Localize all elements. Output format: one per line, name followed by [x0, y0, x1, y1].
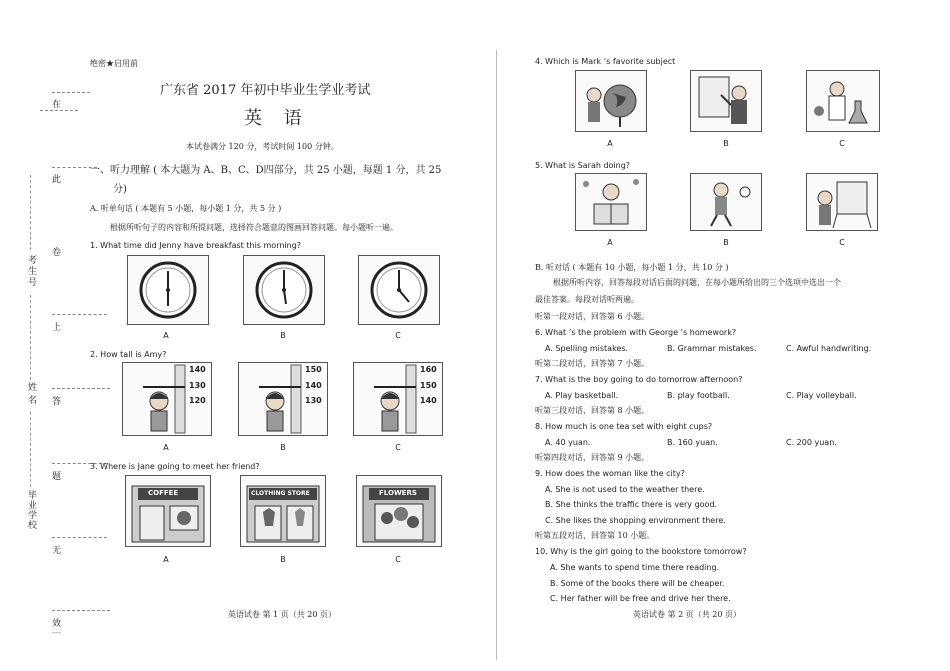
q1-label-b: B: [280, 331, 286, 340]
art-icon: [691, 71, 761, 131]
question-3: 3. Where is Jane going to meet her friend?: [90, 462, 260, 471]
q4-label-b: B: [723, 139, 729, 148]
margin-dots: ---: [52, 628, 61, 637]
clock-icon: [359, 256, 439, 324]
q2-label-a: A: [163, 443, 169, 452]
question-7: 7. What is the boy going to do tomorrow afternoon?: [535, 375, 743, 384]
flower-shop-icon: [357, 476, 441, 546]
page1-footer: 英语试卷 第 1 页（共 20 页）: [228, 610, 336, 619]
geography-icon: [576, 71, 646, 131]
margin-line: [52, 92, 90, 93]
question-10: 10. Why is the girl going to the bookstore tomorrow?: [535, 547, 747, 556]
clock-icon: [128, 256, 208, 324]
q3-option-b-image[interactable]: [240, 475, 326, 547]
q3-option-c-image[interactable]: [356, 475, 442, 547]
scale-mark: 160: [420, 365, 437, 374]
q8-option-b[interactable]: B. 160 yuan.: [667, 438, 718, 447]
q5-label-c: C: [839, 238, 845, 247]
q4-option-a-image[interactable]: [575, 70, 647, 132]
margin-line: [52, 314, 107, 315]
section1-heading-cont: 分): [113, 184, 127, 195]
q8-option-c[interactable]: C. 200 yuan.: [786, 438, 837, 447]
store-sign: FLOWERS: [379, 489, 417, 497]
q7-option-a[interactable]: A. Play basketball.: [545, 391, 619, 400]
question-2: 2. How tall is Amy?: [90, 350, 167, 359]
q6-option-b[interactable]: B. Grammar mistakes.: [667, 344, 757, 353]
margin-word-zai: 在: [52, 100, 62, 110]
q1-label-c: C: [395, 331, 401, 340]
q5-option-b-image[interactable]: [690, 173, 762, 231]
scale-mark: 140: [305, 381, 322, 390]
partA-heading: A. 听单句话 ( 本题有 5 小题，每小题 1 分，共 5 分 ): [90, 204, 282, 213]
scale-mark: 140: [189, 365, 206, 374]
partB-instructions-cont: 最佳答案。每段对话听两遍。: [535, 295, 639, 304]
q1-label-a: A: [163, 331, 169, 340]
margin-word-shang: 上: [52, 323, 62, 333]
q4-option-c-image[interactable]: [806, 70, 880, 132]
margin-word-wu: 无: [52, 546, 62, 556]
q1-option-a-image[interactable]: [127, 255, 209, 325]
q1-option-b-image[interactable]: [243, 255, 325, 325]
margin-line: [40, 110, 78, 111]
partB-instructions: 根据所听内容，回答每段对话后面的问题，在每小题所给出的三个选项中选出一个: [553, 278, 841, 287]
clothing-store-icon: [241, 476, 325, 546]
q5-option-a-image[interactable]: [575, 173, 647, 231]
q10-option-c[interactable]: C. Her father will be free and drive her there.: [550, 594, 731, 603]
section1-heading: 一、听力理解 ( 本大题为 A、B、C、D四部分，共 25 小题，每题 1 分，共 25: [90, 165, 442, 176]
q7-option-b[interactable]: B. play football.: [667, 391, 730, 400]
q2-option-c-image[interactable]: [353, 362, 443, 436]
q3-label-b: B: [280, 555, 286, 564]
margin-line: [52, 537, 107, 538]
page2-footer: 英语试卷 第 2 页（共 20 页）: [633, 610, 741, 619]
q5-label-b: B: [723, 238, 729, 247]
subject-title: 英 语: [244, 108, 310, 129]
q3-label-c: C: [395, 555, 401, 564]
margin-word-ci: 此: [52, 175, 62, 185]
q2-label-b: B: [280, 443, 286, 452]
question-4: 4. Which is Mark ’s favorite subject: [535, 57, 676, 66]
side-line: [30, 412, 31, 487]
q6-option-c[interactable]: C. Awful handwriting.: [786, 344, 872, 353]
side-label-name: 姓名: [26, 382, 36, 408]
q10-option-b[interactable]: B. Some of the books there will be cheaper.: [550, 579, 725, 588]
scale-mark: 150: [420, 381, 437, 390]
q2-option-b-image[interactable]: [238, 362, 328, 436]
margin-word-xiao: 效: [52, 619, 62, 629]
question-6: 6. What ’s the problem with George ’s homework?: [535, 328, 737, 337]
q4-option-b-image[interactable]: [690, 70, 762, 132]
listen-instruction-3: 听第三段对话，回答第 8 小题。: [535, 406, 650, 415]
q5-label-a: A: [607, 238, 613, 247]
q1-option-c-image[interactable]: [358, 255, 440, 325]
q4-label-c: C: [839, 139, 845, 148]
scale-mark: 130: [189, 381, 206, 390]
side-line: [30, 295, 31, 380]
q3-label-a: A: [163, 555, 169, 564]
margin-line: [52, 388, 110, 389]
exam-info: 本试卷满分 120 分，考试时间 100 分钟。: [186, 142, 339, 151]
margin-line: [52, 610, 110, 611]
side-label-school: 毕业学校: [26, 490, 36, 530]
q6-option-a[interactable]: A. Spelling mistakes.: [545, 344, 629, 353]
partB-heading: B. 听对话 ( 本题有 10 小题，每小题 1 分，共 10 分 ): [535, 263, 729, 272]
question-5: 5. What is Sarah doing?: [535, 161, 631, 170]
question-1: 1. What time did Jenny have breakfast this morning?: [90, 241, 302, 250]
q4-label-a: A: [607, 139, 613, 148]
playing-girl-icon: [691, 174, 761, 230]
q9-option-c[interactable]: C. She likes the shopping environment there.: [545, 516, 726, 525]
center-divider: [496, 50, 497, 660]
science-icon: [807, 71, 879, 131]
side-line: [30, 175, 31, 250]
exam-title: 广东省 2017 年初中毕业生学业考试: [160, 83, 371, 98]
q9-option-a[interactable]: A. She is not used to the weather there.: [545, 485, 705, 494]
q10-option-a[interactable]: A. She wants to spend time there reading.: [550, 563, 720, 572]
side-label-exam-no: 考生号: [26, 255, 36, 288]
q9-option-b[interactable]: B. She thinks the traffic there is very good.: [545, 500, 718, 509]
coffee-shop-icon: [126, 476, 210, 546]
q8-option-a[interactable]: A. 40 yuan.: [545, 438, 591, 447]
reading-girl-icon: [576, 174, 646, 230]
question-9: 9. How does the woman like the city?: [535, 469, 685, 478]
q2-option-a-image[interactable]: [122, 362, 212, 436]
store-sign: COFFEE: [148, 489, 179, 497]
listen-instruction-5: 听第五段对话，回答第 10 小题。: [535, 531, 655, 540]
q5-option-c-image[interactable]: [806, 173, 878, 231]
scale-mark: 130: [305, 396, 322, 405]
question-8: 8. How much is one tea set with eight cups?: [535, 422, 713, 431]
margin-word-da: 答: [52, 397, 62, 407]
margin-word-ti: 题: [52, 472, 62, 482]
q3-option-a-image[interactable]: [125, 475, 211, 547]
q7-option-c[interactable]: C. Play volleyball.: [786, 391, 857, 400]
scale-mark: 140: [420, 396, 437, 405]
margin-word-juan: 卷: [52, 248, 62, 258]
scale-mark: 120: [189, 396, 206, 405]
listen-instruction-2: 听第二段对话，回答第 7 小题。: [535, 359, 650, 368]
listen-instruction-4: 听第四段对话，回答第 9 小题。: [535, 453, 650, 462]
q2-label-c: C: [395, 443, 401, 452]
scale-mark: 150: [305, 365, 322, 374]
store-sign: CLOTHING STORE: [251, 490, 310, 497]
partA-instructions: 根据所听句子的内容和所提问题，选择符合题意的图画回答问题。每小题听一遍。: [110, 223, 398, 232]
secret-label: 绝密★启用前: [90, 59, 138, 68]
listen-instruction-1: 听第一段对话，回答第 6 小题。: [535, 312, 650, 321]
drawing-girl-icon: [807, 174, 877, 230]
clock-icon: [244, 256, 324, 324]
